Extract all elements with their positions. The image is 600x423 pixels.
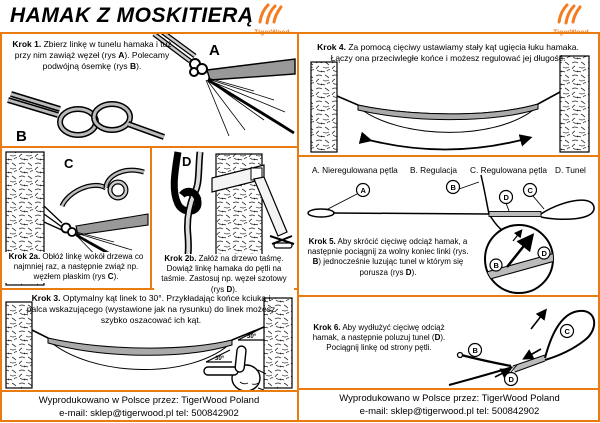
step-text-krok3: Krok 3. Optymalny kąt linek to 30°. Przykładając końce kciuka i palca wskazującego (wystawione jak na rysunku) do linek możesz szybko oszacować ich kąt. bbox=[26, 293, 276, 325]
svg-text:D: D bbox=[508, 375, 514, 384]
page-title: HAMAK Z MOSKITIERĄ bbox=[10, 4, 254, 27]
footer-right bbox=[301, 392, 598, 419]
knot-figure-b bbox=[8, 94, 164, 145]
figure-label-b: B bbox=[16, 128, 27, 145]
knot-figure-c bbox=[62, 156, 144, 206]
footer-line1: Wyprodukowano w Polsce przez: TigerWood Poland bbox=[339, 393, 560, 404]
panel-krok5 bbox=[299, 157, 598, 294]
svg-text:A: A bbox=[360, 186, 366, 195]
rule-r3 bbox=[299, 388, 600, 390]
adjust-arrow bbox=[369, 138, 529, 150]
legend-item-c: C. Regulowana pętla bbox=[470, 165, 548, 175]
panel-krok1 bbox=[2, 34, 297, 146]
circled-label-d bbox=[538, 247, 550, 259]
circled-label-d bbox=[500, 191, 513, 204]
legend-item-a: A. Nieregulowana pętla bbox=[312, 165, 398, 175]
circled-label-b bbox=[469, 344, 482, 357]
svg-text:C: C bbox=[564, 327, 570, 336]
step-text-krok5: Krok 5. Aby skrócić cięciwę odciąż hamak, a następnie pociągnij za wolny koniec linki (rys. B) jednocześnie luzując tunel w którym się porusza (rys D). bbox=[307, 237, 469, 277]
legend-item-d: D. Tunel bbox=[555, 165, 586, 175]
guyline-diagram bbox=[308, 175, 594, 232]
flame-icon bbox=[246, 2, 298, 26]
hammock bbox=[32, 327, 264, 370]
angle-label: 30° bbox=[247, 334, 257, 340]
brand-logo-right bbox=[545, 2, 597, 36]
angle-label: 30° bbox=[215, 356, 225, 362]
svg-text:B: B bbox=[450, 183, 456, 192]
svg-text:B: B bbox=[472, 346, 478, 355]
panel-krok3 bbox=[2, 290, 297, 390]
circled-label-a bbox=[357, 184, 370, 197]
brand-logo-left bbox=[246, 2, 298, 36]
rule-l3 bbox=[0, 390, 297, 392]
step-text-krok2b: Krok 2b. Załóż na drzewo taśmę. Dowiąż linkę hamaka do pętli na taśmie. Zastosuj np. węzeł szotowy (rys D). bbox=[154, 254, 294, 295]
legend-item-b: B. Regulacja bbox=[410, 165, 458, 175]
panel-krok4 bbox=[299, 34, 598, 155]
angle-wedge-upper bbox=[238, 328, 264, 340]
svg-text:D: D bbox=[503, 193, 509, 202]
tree-trunk-right bbox=[560, 56, 589, 152]
footer-line2: e-mail: sklep@tigerwood.pl tel: 500842902 bbox=[359, 406, 540, 418]
loop-diagram bbox=[449, 311, 594, 386]
svg-text:C: C bbox=[527, 186, 533, 195]
panel-krok2b bbox=[152, 148, 297, 294]
panel-krok2a bbox=[2, 148, 150, 288]
step-text-krok6: Krok 6. Aby wydłużyć cięciwę odciąż hamak, a następnie poluzuj tunel (D). Pociągnij linkę od strony pętli. bbox=[312, 323, 446, 353]
step-text-krok1: Krok 1. Zbierz linkę w tunelu hamaka i tuż przy nim zawiąż węzeł (rys A). Polecamy podwójną ósemkę (rys B). bbox=[12, 39, 172, 71]
circled-label-c bbox=[561, 325, 574, 338]
svg-text:D: D bbox=[541, 249, 547, 258]
hammock bbox=[337, 92, 560, 132]
circled-label-b bbox=[490, 259, 502, 271]
tree-trunk-left bbox=[311, 62, 337, 152]
step-text-krok2a: Krok 2a. Obłóż linkę wokół drzewa co najmniej raz, a następnie zwiąż np. węzłem płaskim (rys C). bbox=[5, 252, 147, 283]
knot-figure-d bbox=[174, 152, 200, 268]
svg-text:B: B bbox=[493, 261, 499, 270]
flame-icon bbox=[545, 2, 597, 26]
footer-left bbox=[2, 394, 296, 421]
magnifier-detail bbox=[483, 225, 555, 293]
step-text-krok4: Krok 4. Za pomocą cięciwy ustawiamy stały kąt ugięcia łuku hamaka. Łączy ona przeciwległe końce i możesz regulować jej długość. bbox=[317, 42, 579, 63]
circled-label-b bbox=[447, 181, 460, 194]
figure-label-d: D bbox=[182, 154, 192, 169]
circled-label-c bbox=[524, 184, 537, 197]
figure-label-a: A bbox=[209, 42, 220, 59]
panel-krok6 bbox=[299, 297, 598, 388]
footer-line2: e-mail: sklep@tigerwood.pl tel: 500842902 bbox=[59, 408, 239, 420]
footer-line1: Wyprodukowano w Polsce przez: TigerWood Poland bbox=[38, 395, 260, 406]
figure-label-c: C bbox=[64, 156, 74, 171]
